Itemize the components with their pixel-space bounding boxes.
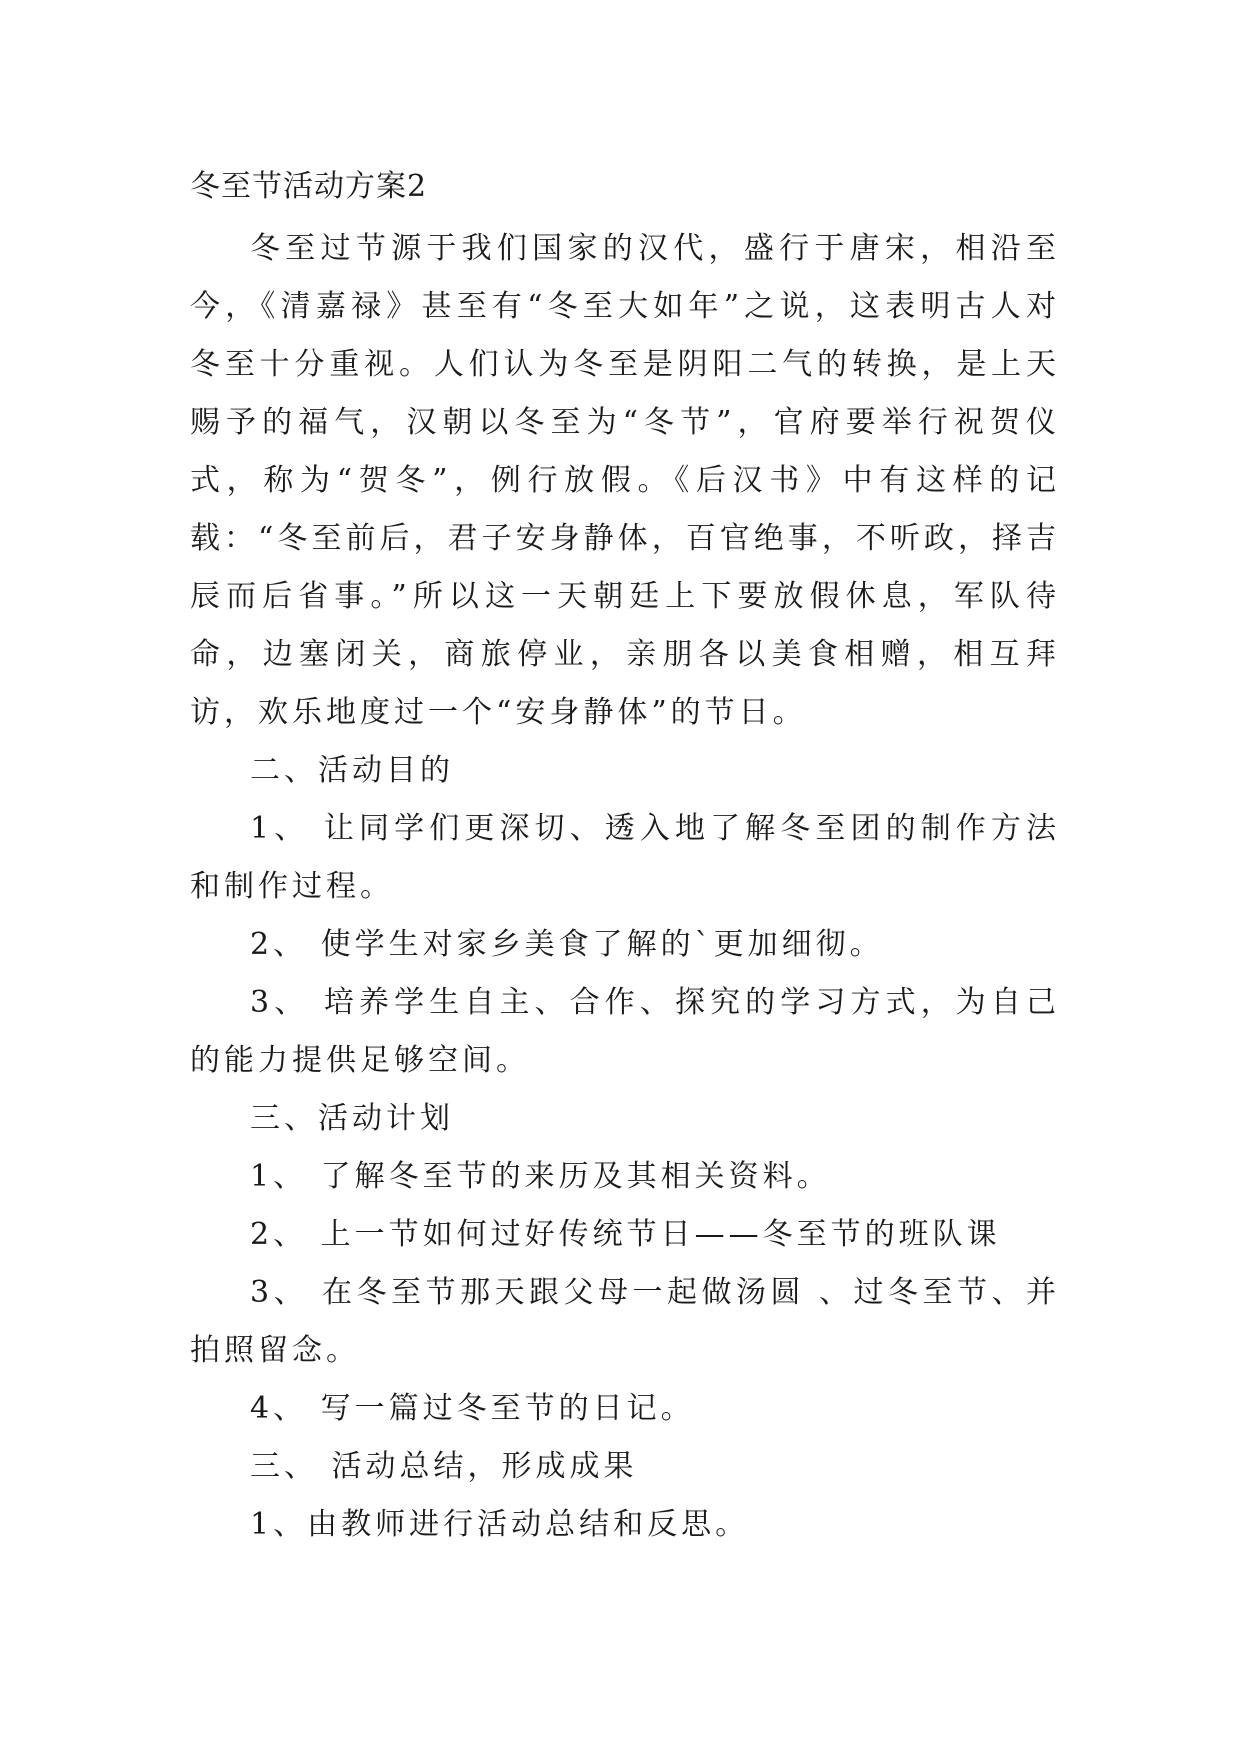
- document-title: 冬至节活动方案2: [190, 169, 428, 204]
- plan-item-2: 2、 上一节如何过好传统节日——冬至节的班队课: [250, 1217, 1001, 1252]
- purpose-item-2: 2、 使学生对家乡美食了解的`更加细彻。: [250, 927, 884, 962]
- plan-item-1: 1、 了解冬至节的来历及其相关资料。: [250, 1159, 831, 1194]
- section-heading-summary: 三、 活动总结，形成成果: [250, 1449, 638, 1484]
- plan-item-4: 4、 写一篇过冬至节的日记。: [250, 1391, 695, 1426]
- section-heading-purpose: 二、活动目的: [250, 753, 454, 788]
- purpose-item-1: 1、 让同学们更深切、透入地了解冬至团的制作方法和制作过程。: [190, 811, 1060, 904]
- summary-item-1: 1、由教师进行活动总结和反思。: [250, 1507, 750, 1542]
- document-page: [190, 160, 1060, 1554]
- plan-item-3: 3、 在冬至节那天跟父母一起做汤圆 、过冬至节、并拍照留念。: [190, 1275, 1060, 1368]
- intro-paragraph: 冬至过节源于我们国家的汉代，盛行于唐宋，相沿至今，《清嘉禄》甚至有“冬至大如年”之说，这表明古人对冬至十分重视。人们认为冬至是阴阳二气的转换，是上天赐予的福气，汉朝以冬至为“冬节”，官府要举行祝贺仪式，称为“贺冬”，例行放假。《后汉书》中有这样的记载：“冬至前后，君子安身静体，百官绝事，不听政，择吉辰而后省事。”所以这一天朝廷上下要放假休息，军队待命，边塞闭关，商旅停业，亲朋各以美食相赠，相互拜访，欢乐地度过一个“安身静体”的节日。: [190, 231, 1060, 730]
- section-heading-plan: 三、活动计划: [250, 1101, 454, 1136]
- purpose-item-3: 3、 培养学生自主、合作、探究的学习方式，为自己的能力提供足够空间。: [190, 985, 1060, 1078]
